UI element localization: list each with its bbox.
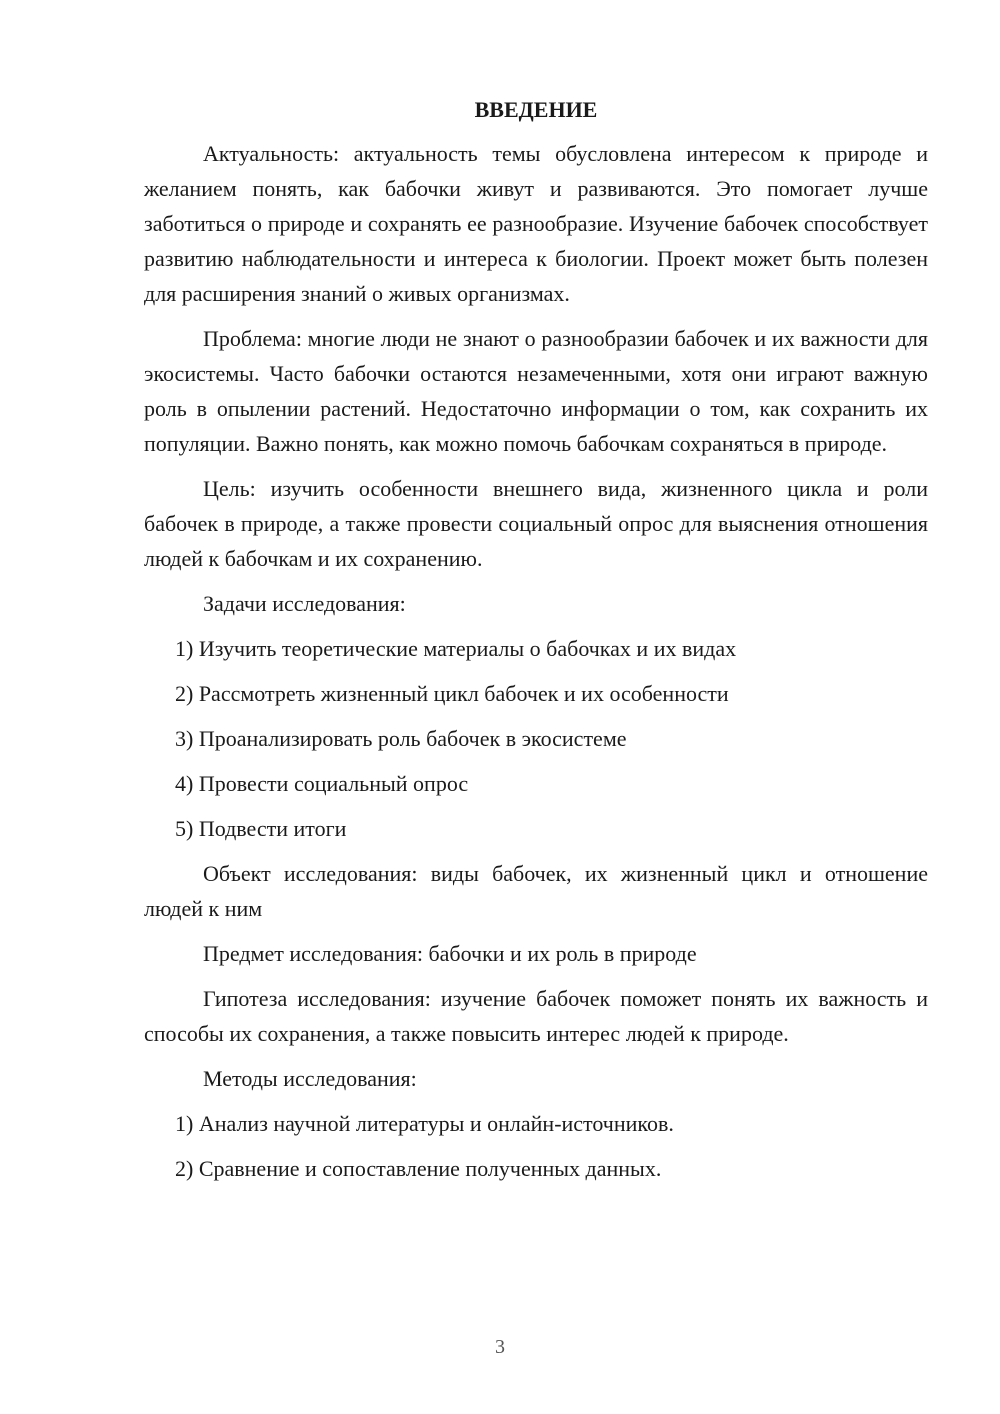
task-item: 5) Подвести итоги <box>175 816 347 841</box>
methods-heading: Методы исследования: <box>203 1066 417 1091</box>
page-number: 3 <box>495 1336 505 1358</box>
task-item: 1) Изучить теоретические материалы о бабочках и их видах <box>175 636 737 661</box>
goal-paragraph: Цель: изучить особенности внешнего вида, жизненного цикла и роли бабочек в природе, а также провести социальный опрос для выяснения отношения людей к бабочкам и их сохранению. <box>144 476 928 571</box>
relevance-paragraph: Актуальность: актуальность темы обусловлена интересом к природе и желанием понять, как бабочки живут и развиваются. Это помогает лучше заботиться о природе и сохранять ее разнообразие. Изучение бабочек способствует развитию наблюдательности и интереса к биологии. Проект может быть полезен для расширения знаний о живых организмах. <box>144 141 928 306</box>
document-page <box>144 96 928 1196</box>
hypothesis-paragraph: Гипотеза исследования: изучение бабочек поможет понять их важность и способы их сохранения, а также повысить интерес людей к природе. <box>144 986 928 1046</box>
subject-paragraph: Предмет исследования: бабочки и их роль в природе <box>203 941 697 966</box>
object-paragraph: Объект исследования: виды бабочек, их жизненный цикл и отношение людей к ним <box>144 861 928 921</box>
method-item: 2) Сравнение и сопоставление полученных данных. <box>175 1156 662 1181</box>
document-title: ВВЕДЕНИЕ <box>474 97 598 122</box>
problem-paragraph: Проблема: многие люди не знают о разнообразии бабочек и их важности для экосистемы. Часто бабочки остаются незамеченными, хотя они играют важную роль в опылении растений. Недостаточно информации о том, как сохранить их популяции. Важно понять, как можно помочь бабочкам сохраняться в природе. <box>144 326 928 456</box>
tasks-heading: Задачи исследования: <box>203 591 406 616</box>
task-item: 3) Проанализировать роль бабочек в экосистеме <box>175 726 627 751</box>
method-item: 1) Анализ научной литературы и онлайн-источников. <box>175 1111 674 1136</box>
task-item: 2) Рассмотреть жизненный цикл бабочек и их особенности <box>175 681 729 706</box>
task-item: 4) Провести социальный опрос <box>175 771 469 796</box>
